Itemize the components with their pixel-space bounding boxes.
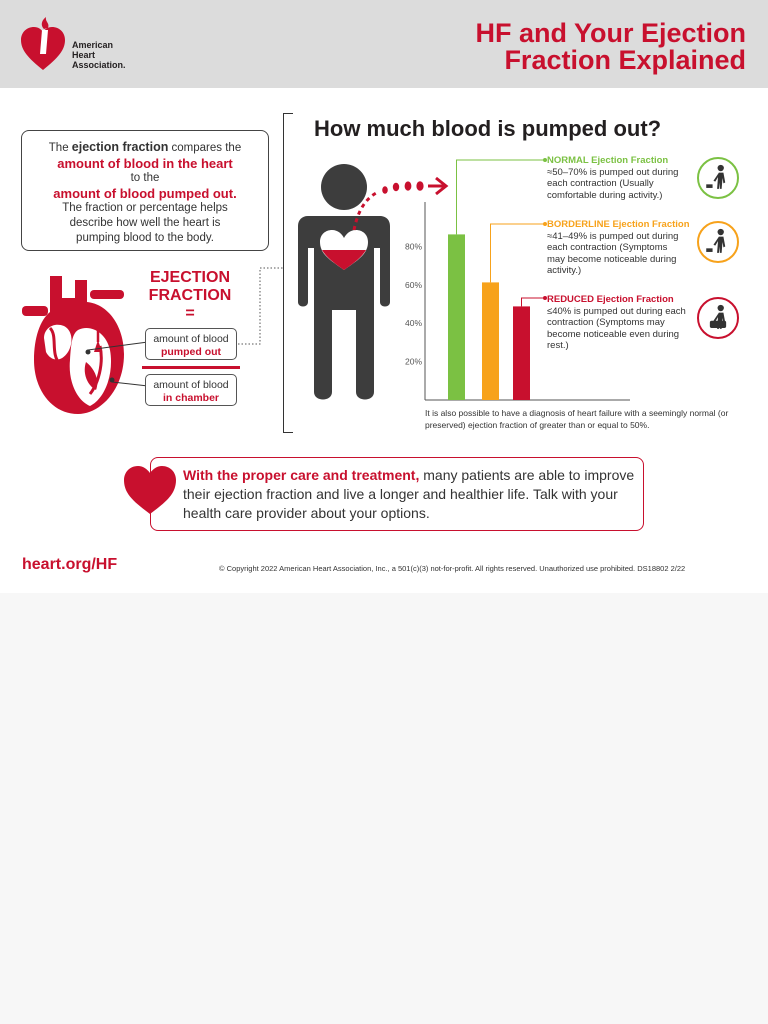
logo-text-line: Heart — [72, 50, 96, 60]
ef-title-line-2: FRACTION — [148, 287, 232, 304]
breathless-walker-icon — [697, 221, 739, 263]
bar-borderline — [482, 282, 499, 400]
legend-heading: REDUCED Ejection Fraction — [547, 294, 674, 305]
definition-text: compares the — [168, 142, 242, 154]
leader-line — [457, 160, 546, 234]
legend-item — [547, 294, 697, 352]
connector-lines — [86, 330, 150, 390]
y-tick-label: 60% — [404, 279, 422, 290]
y-tick-label: 40% — [404, 318, 422, 329]
page-title — [475, 20, 746, 74]
definition-highlight-2: amount of blood pumped out. — [53, 186, 237, 201]
definition-text: The — [48, 142, 72, 154]
bar-normal — [448, 234, 465, 400]
care-text: many patients are able to improve their ejection fraction and live a longer and healthier life. Talk with your health care provider about your options. — [183, 467, 635, 521]
y-tick-label: 20% — [404, 356, 422, 367]
denominator-box — [145, 374, 237, 406]
logo-text-line: Association. — [72, 60, 126, 70]
legend-text: ≤40% is pumped out during each contraction (Symptoms may become noticeable even during rest.) — [547, 305, 686, 351]
definition-box — [21, 130, 269, 251]
heart-org-hf-link[interactable]: heart.org/HF — [22, 556, 118, 573]
legend-heading: BORDERLINE Ejection Fraction — [547, 219, 690, 230]
title-line-2: Fraction Explained — [504, 45, 746, 75]
definition-term: ejection fraction — [71, 140, 169, 154]
definition-highlight-1: amount of blood in the heart — [57, 156, 233, 171]
title-line-1: HF and Your Ejection — [475, 18, 746, 48]
ejection-fraction-label — [140, 269, 240, 323]
ef-title-line-1: EJECTION — [149, 269, 230, 286]
definition-body: The fraction or percentage helps describe how well the heart is pumping blood to the body. — [62, 202, 228, 244]
legend-item — [547, 219, 697, 277]
denominator-highlight: in chamber — [162, 391, 220, 404]
legend-text: ≈41–49% is pumped out during each contraction (Symptoms may become noticeable during activity.) — [547, 230, 679, 276]
leader-line — [522, 298, 546, 306]
copyright-text: © Copyright 2022 American Heart Association, Inc., a 501(c)(3) not-for-profit. All rights reserved. Unauthorized use prohibited. DS18802 2/22 — [219, 564, 686, 573]
care-highlight: With the proper care and treatment, — [183, 467, 420, 483]
preserved-ef-note: It is also possible to have a diagnosis of heart failure with a seemingly normal (or preserved) ejection fraction of greater than or equal to 50%. — [425, 408, 729, 430]
fraction-bar — [142, 366, 240, 369]
section-bracket — [283, 113, 293, 433]
y-tick-label: 80% — [404, 241, 422, 252]
care-message-box — [150, 457, 644, 531]
numerator-text: amount of blood — [153, 333, 229, 345]
logo-text-line: American — [72, 40, 114, 50]
aha-torch-heart-logo — [18, 14, 68, 74]
numerator-highlight: pumped out — [160, 345, 222, 358]
definition-text: to the — [130, 172, 160, 184]
denominator-text: amount of blood — [153, 379, 229, 391]
equals-sign: = — [185, 305, 195, 322]
blank-area — [0, 593, 768, 1024]
legend-item — [547, 155, 697, 201]
resting-person-icon — [697, 297, 739, 339]
walking-dog-icon — [697, 157, 739, 199]
leader-line — [491, 224, 546, 282]
chart-question-title: How much blood is pumped out? — [314, 116, 662, 141]
definition-line-1 — [22, 140, 268, 156]
legend-heading: NORMAL Ejection Fraction — [547, 155, 669, 166]
bar-reduced — [513, 306, 530, 400]
logo-wordmark — [72, 40, 142, 70]
numerator-box — [145, 328, 237, 360]
legend-text: ≈50–70% is pumped out during each contraction (Usually comfortable during activity.) — [547, 166, 679, 201]
header-band — [0, 0, 768, 88]
heart-icon — [122, 464, 178, 516]
